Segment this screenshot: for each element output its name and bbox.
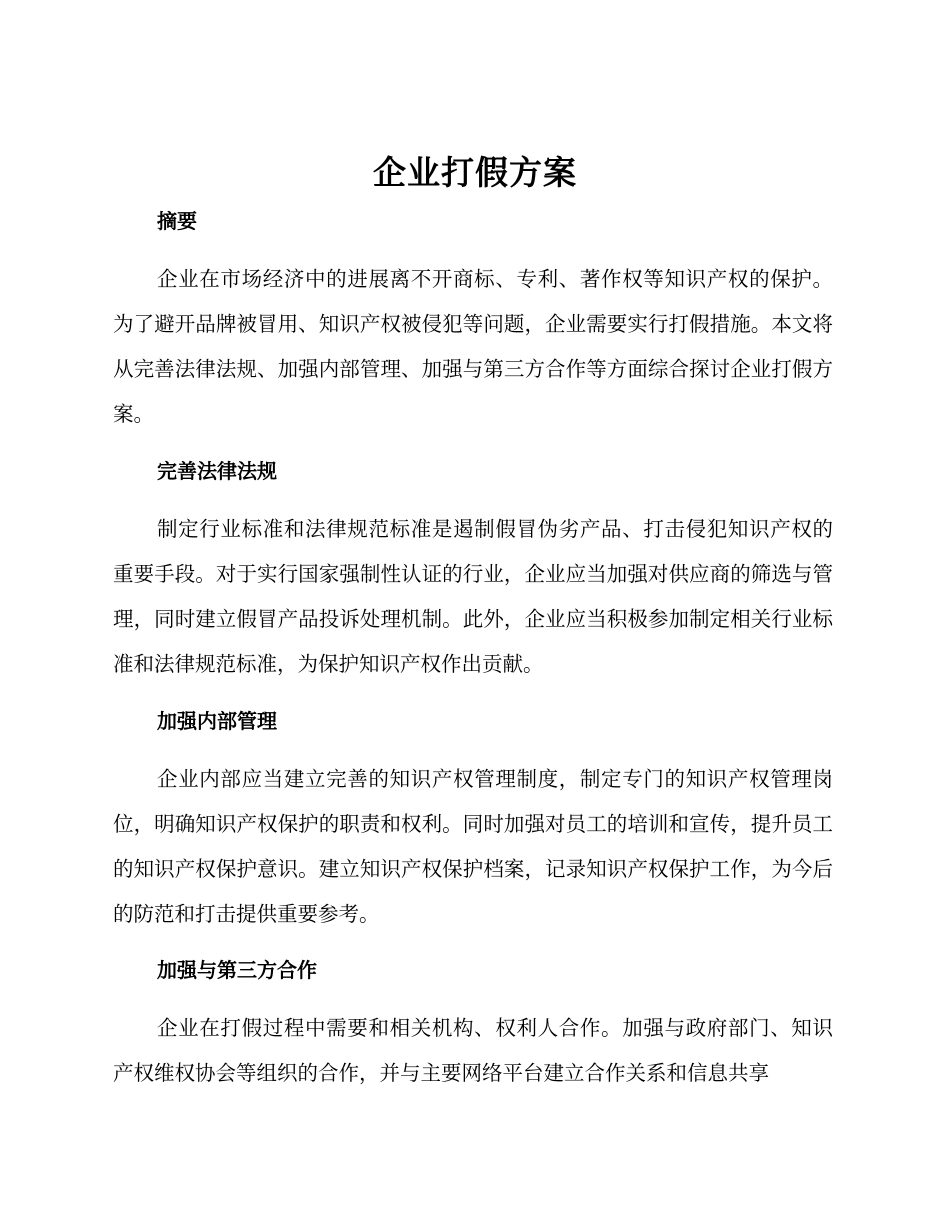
section-heading-laws: 完善法律法规 [157,459,277,483]
section-heading-third-party: 加强与第三方合作 [157,958,317,982]
section-body-laws: 制定行业标准和法律规范标准是遏制假冒伪劣产品、打击侵犯知识产权的重要手段。对于实行国家强制性认证的行业，企业应当加强对供应商的筛选与管理，同时建立假冒产品投诉处理机制。此外，企业应当积极参加制定相关行业标准和法律规范标准，为保护知识产权作出贡献。 [113,517,833,676]
section-body-internal-management: 企业内部应当建立完善的知识产权管理制度，制定专门的知识产权管理岗位，明确知识产权保护的职责和权利。同时加强对员工的培训和宣传，提升员工的知识产权保护意识。建立知识产权保护档案，记录知识产权保护工作，为今后的防范和打击提供重要参考。 [113,767,833,926]
section-body-third-party: 企业在打假过程中需要和相关机构、权利人合作。加强与政府部门、知识产权维权协会等组织的合作，并与主要网络平台建立合作关系和信息共享 [113,1016,833,1085]
section-heading-abstract: 摘要 [157,209,197,233]
section-heading-internal-management: 加强内部管理 [157,709,277,733]
document-title: 企业打假方案 [373,153,577,192]
section-body-abstract: 企业在市场经济中的进展离不开商标、专利、著作权等知识产权的保护。为了避开品牌被冒用、知识产权被侵犯等问题，企业需要实行打假措施。本文将从完善法律法规、加强内部管理、加强与第三方合作等方面综合探讨企业打假方案。 [113,267,833,426]
